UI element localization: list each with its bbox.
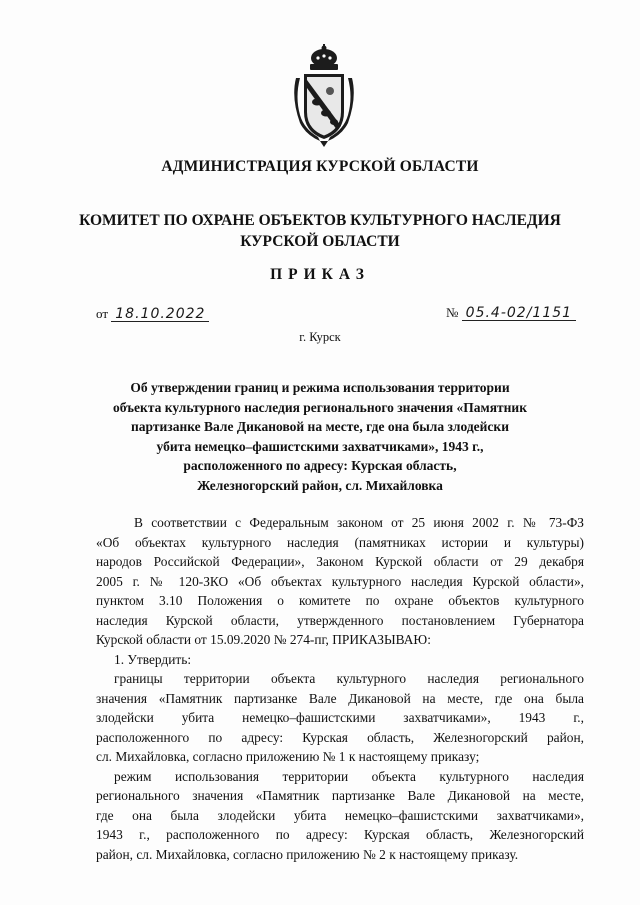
body-line: где она была злодейски убита немецко–фашистскими захватчиками», (96, 807, 584, 823)
body-line: злодейски убита немецко–фашистскими захватчиками», 1943 г., (96, 710, 584, 725)
body-line: режим использования территории объекта культурного наследия (114, 768, 584, 784)
subject-line: убита немецко–фашистскими захватчиками», 1943 г., (156, 438, 484, 454)
number-prefix: № (446, 305, 459, 320)
body-line: народов Российской Федерации», Законом Курской области от 29 декабря (96, 554, 584, 569)
coat-of-arms-icon (290, 44, 358, 149)
subject-line: объекта культурного наследия регионального значения «Памятник (113, 399, 527, 415)
body-line: «Об объектах культурного наследия (памятниках истории и культуры) (96, 534, 584, 550)
body-line: В соответствии с Федеральным законом от 25 июня 2002 г. № 73-ФЗ (134, 515, 584, 530)
organization-title: АДМИНИСТРАЦИЯ КУРСКОЙ ОБЛАСТИ (161, 158, 479, 175)
document-type: ПРИКАЗ (270, 266, 370, 283)
preamble-paragraph (96, 513, 584, 650)
subject-line: Об утверждении границ и режима использования территории (130, 380, 510, 395)
committee-title-line: КУРСКОЙ ОБЛАСТИ (240, 233, 400, 250)
number-field (446, 305, 576, 321)
number-value: 05.4-02/1151 (462, 306, 576, 321)
body-line: 1. Утвердить: (114, 651, 192, 667)
body-line: пунктом 3.10 Положения о комитете по охране объектов культурного (96, 593, 584, 608)
order-body (96, 513, 584, 864)
body-line: Курской области от 15.09.2020 № 274-пг, ПРИКАЗЫВАЮ: (96, 632, 431, 647)
subject-line: Железногорский район, сл. Михайловка (197, 477, 443, 493)
city-label: г. Курск (299, 330, 341, 344)
order-subject (92, 378, 548, 495)
boundaries-paragraph (96, 669, 584, 767)
item-1-heading (96, 650, 584, 670)
committee-title-line: КОМИТЕТ ПО ОХРАНЕ ОБЪЕКТОВ КУЛЬТУРНОГО НАСЛЕДИЯ (79, 212, 561, 229)
body-line: наследия Курской области, утвержденного постановлением Губернатора (96, 612, 584, 628)
date-field (96, 306, 209, 322)
body-line: 2005 г. № 120-ЗКО «Об объектах культурного наследия Курской области», (96, 573, 584, 589)
body-line: регионального значения «Памятник партизанке Вале Дикановой на месте, (96, 788, 584, 803)
regime-paragraph (96, 767, 584, 865)
body-line: район, сл. Михайловка, согласно приложению № 2 к настоящему приказу. (96, 846, 519, 862)
date-value: 18.10.2022 (111, 307, 209, 322)
subject-line: расположенного по адресу: Курская область, (183, 458, 457, 473)
body-line: границы территории объекта культурного наследия регионального (114, 671, 584, 686)
date-prefix: от (96, 306, 109, 321)
body-line: значения «Памятник партизанке Вале Дикановой на месте, где она была (96, 690, 584, 706)
subject-line: партизанке Вале Дикановой на месте, где она была злодейски (131, 419, 509, 434)
committee-title (60, 210, 580, 252)
body-line: расположенного по адресу: Курская область, Железногорский район, (96, 729, 584, 745)
body-line: 1943 г., расположенного по адресу: Курская область, Железногорский (96, 827, 584, 842)
body-line: сл. Михайловка, согласно приложению № 1 к настоящему приказу; (96, 749, 480, 764)
